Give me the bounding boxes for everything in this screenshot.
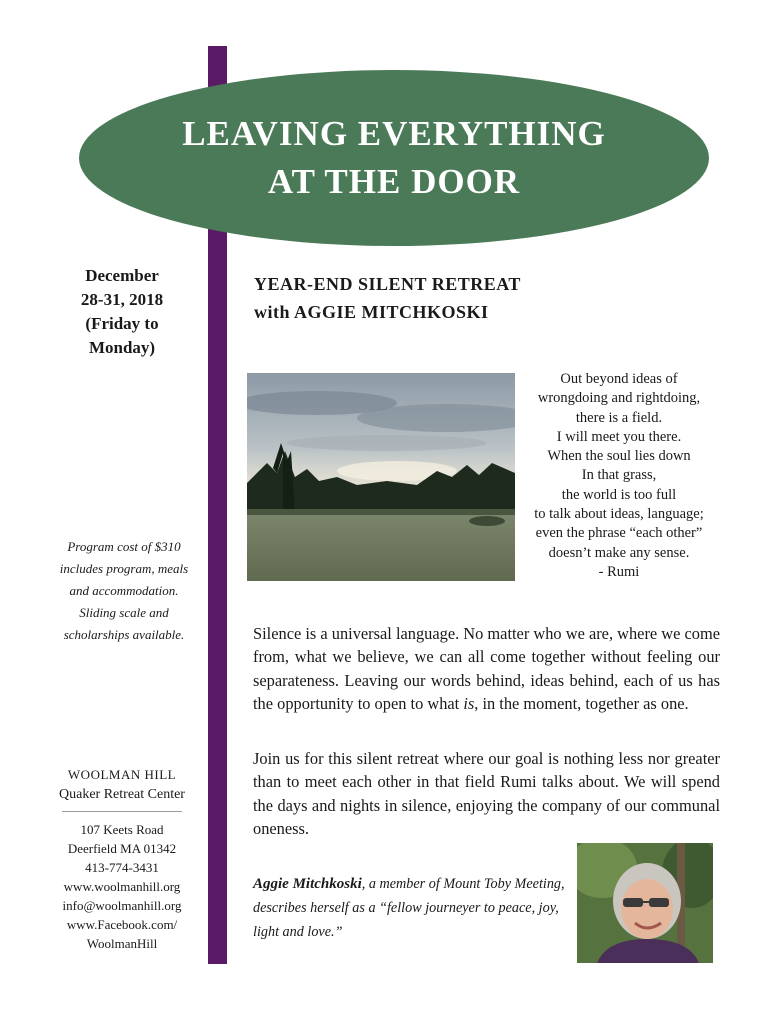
org-facebook-2: WoolmanHill: [86, 936, 158, 951]
poem-line: I will meet you there.: [556, 428, 682, 445]
title-line-2: AT THE DOOR: [267, 162, 521, 201]
org-divider: [62, 811, 182, 812]
bio-text: , a member of Mount Toby Meeting, describes herself as a “fellow journeyer to peace, joy, light and love.”: [253, 876, 565, 940]
org-address: 107 Keets Road: [80, 822, 164, 837]
organization-info: [40, 765, 204, 953]
org-subtitle: Quaker Retreat Center: [59, 787, 185, 802]
poem-line: wrongdoing and rightdoing,: [537, 390, 701, 407]
cost-line-1: Program cost of $310: [67, 539, 181, 554]
cost-line-2: includes program, meals: [59, 561, 189, 576]
heading-line-2: with AGGIE MITCHKOSKI: [254, 302, 489, 322]
retreat-dates: [40, 264, 204, 360]
org-website: www.woolmanhill.org: [63, 879, 181, 894]
p1-text-start: Silence is a universal language. No matter who we are, where we come from, what we believe, we can all come together without feeling our separateness. Leaving our words behind, ideas behind, each of us has the opportunity to open to what: [253, 624, 720, 713]
poem-line: Out beyond ideas of: [560, 371, 678, 387]
org-name: WOOLMAN HILL: [67, 767, 177, 782]
p1-text-end: , in the moment, together as one.: [474, 693, 689, 713]
program-cost: [44, 536, 204, 646]
poem-line: the world is too full: [561, 486, 677, 503]
title-line-1: LEAVING EVERYTHING: [182, 114, 606, 153]
p1-emphasis: is: [463, 693, 475, 713]
retreat-heading: [254, 270, 714, 326]
dates-line-3: (Friday to: [85, 314, 159, 333]
poem-line: to talk about ideas, language;: [534, 506, 704, 523]
description-paragraph-2: Join us for this silent retreat where our goal is nothing less nor greater than to meet each other in that field Rumi talks about. We will spend the days and nights in silence, enjoying the company of our communal oneness.: [253, 749, 720, 838]
dates-line-1: December: [85, 266, 159, 285]
poem-line: When the soul lies down: [547, 448, 691, 465]
facilitator-name: Aggie Mitchkoski: [253, 876, 362, 892]
description-paragraph-1: [253, 622, 720, 715]
facilitator-bio: [253, 872, 569, 944]
cost-line-4: Sliding scale and: [79, 605, 169, 620]
poem-line: even the phrase “each other”: [535, 525, 703, 542]
dates-line-2: 28-31, 2018: [80, 290, 164, 309]
poem-attribution: - Rumi: [598, 563, 640, 580]
org-facebook-1: www.Facebook.com/: [66, 917, 178, 932]
cost-line-3: and accommodation.: [69, 583, 179, 598]
poem-line: doesn’t make any sense.: [548, 544, 690, 561]
poem-line: In that grass,: [581, 467, 657, 484]
rumi-poem: [518, 370, 720, 582]
org-email: info@woolmanhill.org: [62, 898, 182, 913]
dates-line-4: Monday): [88, 338, 156, 357]
heading-line-1: YEAR-END SILENT RETREAT: [254, 274, 521, 294]
cost-line-5: scholarships available.: [63, 627, 185, 642]
title-banner: [79, 70, 709, 246]
landscape-photo: [247, 373, 515, 581]
org-city: Deerfield MA 01342: [67, 841, 177, 856]
facilitator-portrait: [577, 843, 713, 963]
poem-line: there is a field.: [575, 409, 663, 426]
org-phone: 413-774-3431: [85, 860, 159, 875]
